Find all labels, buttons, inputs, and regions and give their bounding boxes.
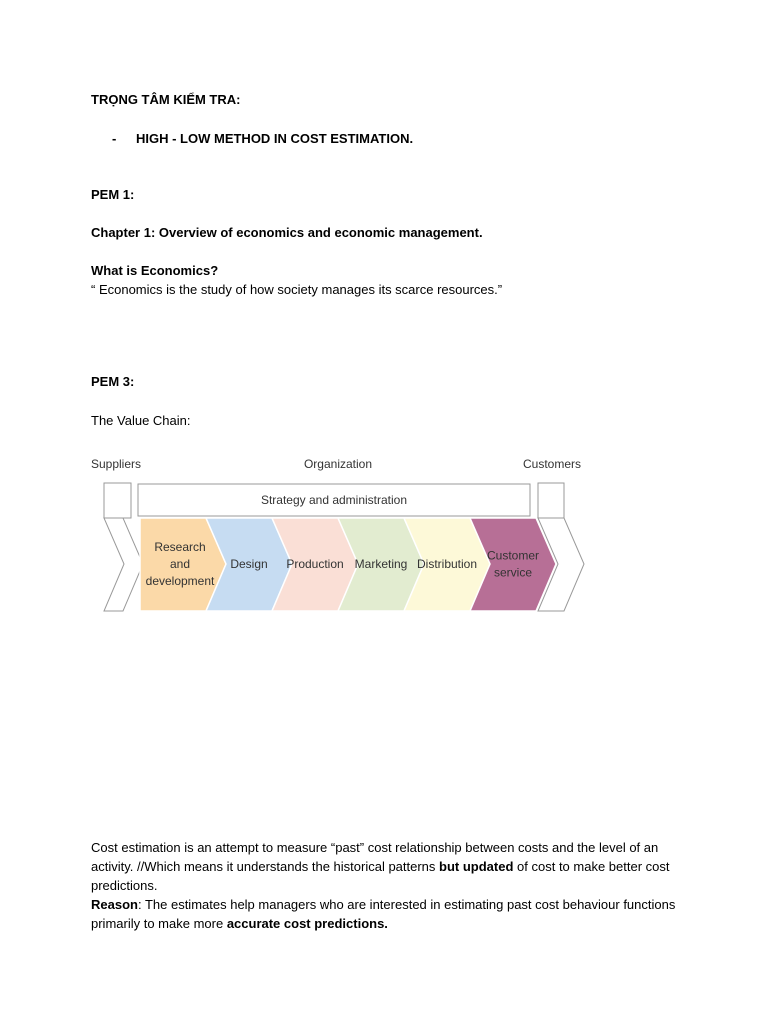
test-focus-heading: TRỌNG TÂM KIỂM TRA: [91, 92, 241, 107]
focus-item-text: HIGH - LOW METHOD IN COST ESTIMATION. [136, 131, 414, 146]
cost-text-part2: of cost to make better cost predictions. [91, 859, 670, 893]
pem1-title: PEM 1: [91, 187, 135, 202]
stage-label-2: Design [230, 557, 268, 571]
reason-label: Reason [91, 897, 138, 912]
suppliers-chevron [104, 518, 143, 611]
economics-question: What is Economics? [91, 263, 219, 278]
stage-label-6: Customer service [486, 548, 540, 580]
cost-estimation-section [91, 838, 691, 933]
customers-label: Customers [522, 457, 582, 471]
stage-label-4: Marketing [354, 557, 408, 571]
focus-list-item [112, 131, 413, 146]
customers-box [538, 483, 564, 518]
stage-label-1: Research and development [145, 540, 215, 588]
cost-text-part1: Cost estimation is an attempt to measure “past” cost relationship between costs and the level of an activity. //Which means it understands the historical patterns [91, 840, 659, 874]
organization-label: Organization [303, 457, 373, 471]
suppliers-label: Suppliers [90, 457, 142, 471]
list-dash: - [112, 131, 117, 146]
pem3-title: PEM 3: [91, 374, 135, 389]
strategy-administration-label: Strategy and administration [260, 493, 408, 507]
suppliers-box [104, 483, 131, 518]
cost-estimation-paragraph [91, 838, 691, 895]
reason-text: : The estimates help managers who are interested in estimating past cost behaviour functions primarily to make more [91, 897, 676, 931]
reason-paragraph [91, 895, 691, 933]
reason-text-bold: accurate cost predictions. [226, 916, 388, 931]
value-chain-diagram [90, 450, 596, 618]
value-chain-stages [140, 518, 556, 611]
stage-label-3: Production [286, 557, 344, 571]
economics-definition-quote: “ Economics is the study of how society manages its scarce resources.” [91, 282, 503, 297]
chapter1-title: Chapter 1: Overview of economics and economic management. [91, 225, 483, 240]
cost-text-bold: but updated [439, 859, 514, 874]
value-chain-title: The Value Chain: [91, 413, 191, 428]
stage-label-5: Distribution [416, 557, 478, 571]
